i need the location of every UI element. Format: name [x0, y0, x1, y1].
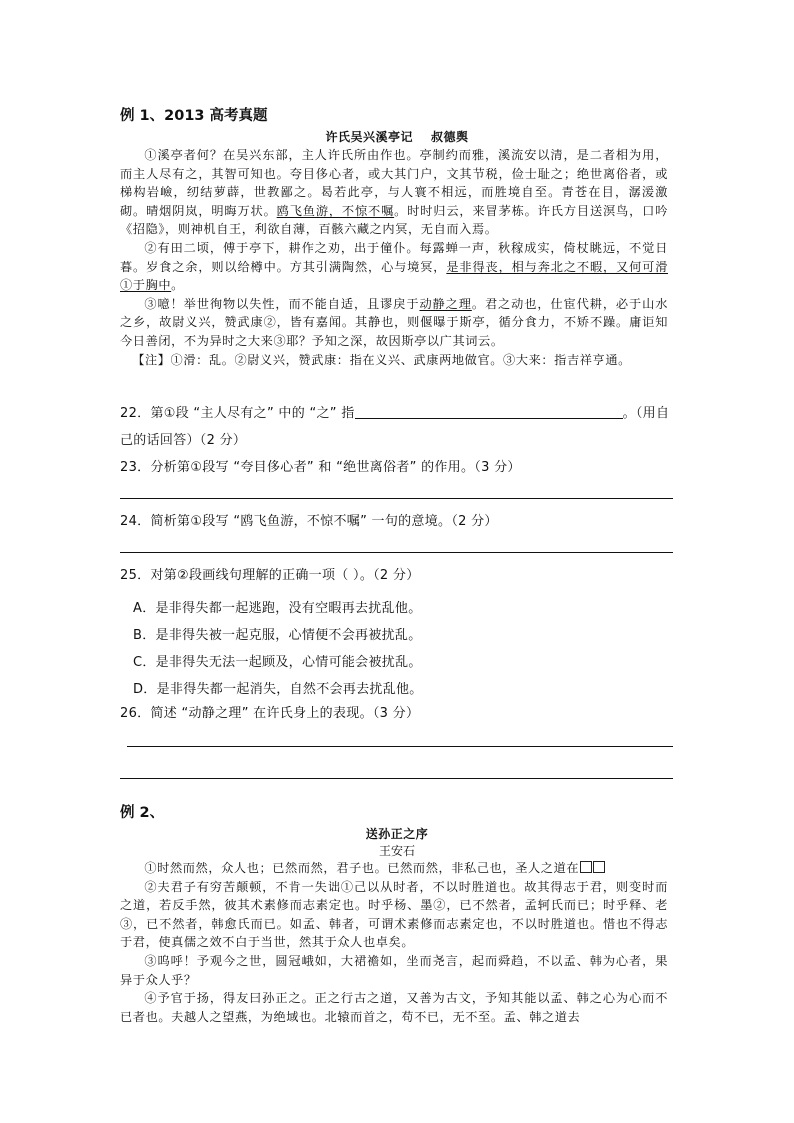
example1-paragraph-2	[120, 239, 668, 295]
missing-char-box	[593, 861, 605, 873]
example2-passage	[120, 859, 668, 1026]
question-text: 22．第①段 “主人尽有之” 中的 “之” 指	[120, 406, 355, 421]
answer-line-24[interactable]	[120, 552, 673, 553]
paragraph-text: ①溪亭者何？在吴兴东部，主人许氏所由作也。亭制约而雅，溪流安以清，是二者相为用，而主人尽有之，其智可知也。夸目侈心者，或大其门户，文其节税，俭士耻之；绝世离俗者，或梯构岩嶮，纫结萝薜，世教鄙之。曷若此亭，与人寰不相远，而胜境自至。青苍在目，潺湲激砌。晴烟阴岚，明晦万状。	[120, 148, 668, 218]
example1-author: 叔德舆	[431, 130, 469, 144]
answer-line-26b[interactable]	[120, 778, 673, 779]
example2-paragraph-3: ③呜呼！予观今之世，圆冠峨如，大裙襜如，坐而尧言，起而舜趋，不以孟、韩为心者，果异于众人乎？	[120, 953, 668, 987]
paragraph-text: 。君之动也，仕宦代耕，必于山水之乡，故尉义兴，赞武康②，皆有嘉闻。其静也，则偃曝于斯亭，循分食力，不矫不躁。庸讵知今日善闭，不为异时之大来③耶？予知之深，故因斯亭以广其词云。	[120, 296, 668, 348]
question-26: 26．简述 “动静之理” 在许氏身上的表现。（3 分）	[120, 706, 420, 721]
paragraph-text: 。时时归云，来冒茅栋。许氏方目送溟鸟，口吟《招隐》，则神机自王，利欲自薄，百骸六藏之内冥，无自而入焉。	[120, 203, 668, 237]
paragraph-text: ②有田二顷，傅于亭下，耕作之劝，出于僮仆。每露蝉一声，秋稼成实，倚杖眺远，不觉日暮。岁食之余，则以给樽中。方其引满陶然，心与境冥，	[120, 240, 668, 274]
example1-footnote: 【注】①滑：乱。②尉义兴，赞武康：指在义兴、武康两地做官。③大来：指吉祥亨通。	[132, 352, 631, 367]
example2-heading: 例 2、	[120, 805, 165, 821]
example1-paragraph-1	[120, 146, 668, 239]
answer-line-23[interactable]	[120, 498, 673, 499]
option-c[interactable]: C．是非得失无法一起顾及，心情可能会被扰乱。	[133, 655, 422, 670]
example2-author: 王安石	[378, 844, 415, 858]
option-d[interactable]: D．是非得失都一起消失，自然不会再去扰乱他。	[133, 682, 423, 697]
underlined-sentence: 是非得丧，相与奔北之不暇，又何可滑①于胸中	[120, 259, 669, 293]
example1-heading: 例 1、2013 高考真题	[120, 108, 268, 124]
question-22	[120, 400, 680, 454]
option-a[interactable]: A．是非得失都一起逃跑，没有空暇再去扰乱他。	[133, 601, 422, 616]
example2-paragraph-1	[120, 859, 668, 878]
question-text: 。（用自己的话回答）（2 分）	[120, 406, 670, 448]
example2-paragraph-2: ②夫君子有穷苦颠顿，不肯一失诎①己以从时者，不以时胜道也。故其得志于君，则变时而之道，若反手然，彼其术素修而志素定也。时乎杨、墨②，已不然者，孟轲氏而已；时乎释、老③，已不然者，韩愈氏而已。如孟、韩者，可谓术素修而志素定也，不以时胜道也。惜也不得志于君，使真儒之效不白于当世，然其于众人也卓矣。	[120, 879, 668, 950]
option-b[interactable]: B．是非得失被一起克服，心情便不会再被扰乱。	[133, 628, 422, 643]
example1-title-line	[0, 128, 794, 145]
missing-char-box	[580, 861, 592, 873]
paragraph-text: 。	[171, 278, 184, 293]
example1-title: 许氏吴兴溪亭记	[325, 130, 413, 144]
example2-title: 送孙正之序	[365, 827, 429, 841]
paragraph-text: ③噫！举世徇物以失性，而不能自适，且谬戾于	[144, 296, 420, 311]
example1-passage	[120, 146, 668, 369]
answer-blank-22[interactable]	[355, 404, 623, 419]
question-23: 23．分析第①段写 “夸目侈心者” 和 “绝世离俗者” 的作用。（3 分）	[120, 460, 521, 475]
paragraph-text: ①时然而然，众人也；已然而然，君子也。已然而然，非私己也，圣人之道在	[144, 861, 580, 875]
example1-paragraph-3	[120, 295, 668, 351]
example2-paragraph-4: ④予官于扬，得友曰孙正之。正之行古之道，又善为古文，予知其能以孟、韩之心为心而不已者也。夫越人之望燕，为绝域也。北辕而首之，苟不已，无不至。孟、韩之道去	[120, 991, 668, 1024]
question-25: 25．对第②段画线句理解的正确一项（ ）。（2 分）	[120, 568, 420, 583]
answer-line-26a[interactable]	[127, 746, 673, 747]
underlined-phrase: 动静之理	[419, 296, 472, 311]
question-24: 24．简析第①段写 “鸥飞鱼游，不惊不嘱” 一句的意境。（2 分）	[120, 514, 498, 529]
underlined-sentence: 鸥飞鱼游，不惊不嘱	[276, 203, 395, 218]
